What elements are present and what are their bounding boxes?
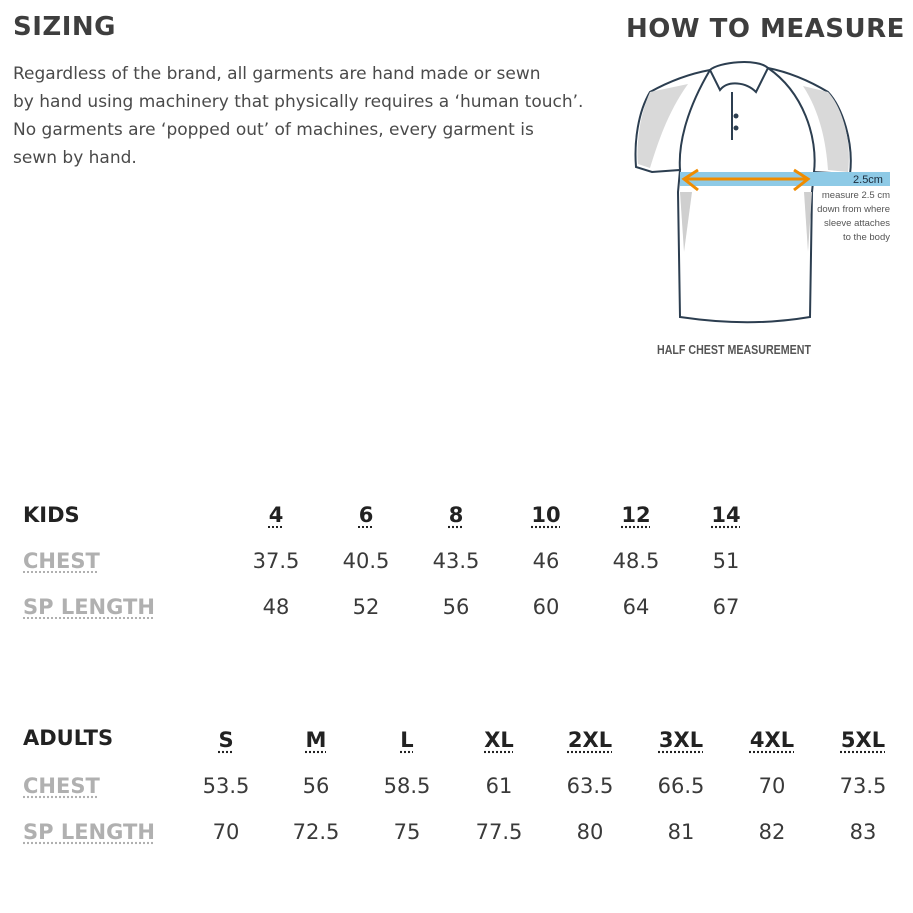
adults-size: M bbox=[305, 728, 327, 752]
diagram-caption: HALF CHEST MEASUREMENT bbox=[657, 342, 811, 357]
adults-chest-value: 53.5 bbox=[202, 774, 250, 798]
kids-size: 6 bbox=[358, 503, 374, 527]
adults-length-value: 80 bbox=[576, 820, 604, 844]
adults-chest-value: 70 bbox=[758, 774, 786, 798]
adults-length-value: 82 bbox=[758, 820, 786, 844]
adults-chest-label: CHEST bbox=[23, 774, 100, 798]
kids-length-value: 60 bbox=[532, 595, 560, 619]
adults-length-value: 70 bbox=[212, 820, 240, 844]
adults-chest-value: 66.5 bbox=[657, 774, 705, 798]
kids-chest-value: 43.5 bbox=[432, 549, 480, 573]
adults-length-value: 83 bbox=[849, 820, 877, 844]
adults-length-value: 77.5 bbox=[475, 820, 523, 844]
kids-size: 10 bbox=[531, 503, 561, 527]
kids-chest-label: CHEST bbox=[23, 549, 100, 573]
adults-size: XL bbox=[484, 728, 514, 752]
kids-size: 4 bbox=[268, 503, 284, 527]
kids-heading: KIDS bbox=[23, 503, 80, 527]
kids-chest-value: 40.5 bbox=[342, 549, 390, 573]
adults-heading: ADULTS bbox=[23, 726, 114, 750]
adults-length-label: SP LENGTH bbox=[23, 820, 155, 844]
kids-length-value: 67 bbox=[712, 595, 740, 619]
measure-note: down from where bbox=[817, 204, 890, 215]
adults-size: 3XL bbox=[658, 728, 704, 752]
kids-length-value: 56 bbox=[442, 595, 470, 619]
adults-chest-value: 63.5 bbox=[566, 774, 614, 798]
kids-size: 12 bbox=[621, 503, 651, 527]
kids-length-value: 64 bbox=[622, 595, 650, 619]
measure-note: to the body bbox=[842, 232, 890, 243]
adults-length-value: 72.5 bbox=[292, 820, 340, 844]
adults-length-value: 75 bbox=[393, 820, 421, 844]
sizing-title: SIZING bbox=[13, 12, 117, 42]
adults-chest-value: 56 bbox=[302, 774, 330, 798]
kids-chest-value: 37.5 bbox=[252, 549, 300, 573]
adults-chest-value: 73.5 bbox=[839, 774, 887, 798]
measure-note: sleeve attaches bbox=[823, 218, 890, 229]
description-line: No garments are ‘popped out’ of machines, every garment is bbox=[13, 120, 534, 140]
adults-size: 2XL bbox=[567, 728, 613, 752]
kids-length-value: 48 bbox=[262, 595, 290, 619]
description-line: by hand using machinery that physically requires a ‘human touch’. bbox=[13, 92, 584, 112]
kids-chest-value: 51 bbox=[712, 549, 740, 573]
description-line: sewn by hand. bbox=[13, 148, 137, 168]
how-to-measure-title: HOW TO MEASURE bbox=[626, 14, 905, 44]
kids-size: 8 bbox=[448, 503, 464, 527]
measure-tag: 2.5cm bbox=[853, 174, 883, 186]
measure-note: measure 2.5 cm bbox=[821, 190, 890, 201]
polo-shirt-measurement-diagram bbox=[628, 52, 908, 372]
adults-chest-value: 58.5 bbox=[383, 774, 431, 798]
description-line: Regardless of the brand, all garments are hand made or sewn bbox=[13, 64, 541, 84]
kids-chest-value: 48.5 bbox=[612, 549, 660, 573]
kids-length-label: SP LENGTH bbox=[23, 595, 155, 619]
adults-size: 4XL bbox=[749, 728, 795, 752]
adults-size: 5XL bbox=[840, 728, 886, 752]
adults-size: L bbox=[400, 728, 414, 752]
adults-size: S bbox=[218, 728, 234, 752]
adults-length-value: 81 bbox=[667, 820, 695, 844]
kids-length-value: 52 bbox=[352, 595, 380, 619]
sizing-description bbox=[13, 60, 633, 172]
kids-size: 14 bbox=[711, 503, 741, 527]
adults-chest-value: 61 bbox=[485, 774, 513, 798]
kids-chest-value: 46 bbox=[532, 549, 560, 573]
